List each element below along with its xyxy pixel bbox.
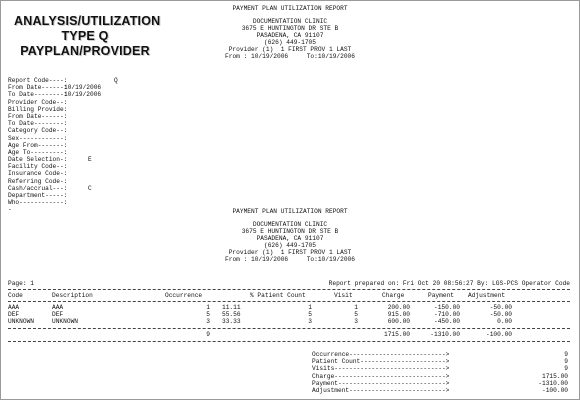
date-range: From : 10/19/2006 To:10/19/2006	[225, 256, 355, 263]
page-number: Page: 1	[8, 280, 34, 287]
summary-value: 9	[564, 365, 568, 373]
cell-occurrence: 5	[206, 311, 210, 318]
total-occurrence: 9	[206, 331, 210, 338]
total-adjustment: -100.00	[486, 331, 512, 338]
cell-patient-count: 3	[308, 318, 312, 325]
criteria-row	[8, 178, 168, 185]
criteria-row	[8, 84, 168, 91]
cell-payment: -710.00	[434, 311, 460, 318]
summary-label: Payment----------------------------->	[312, 379, 450, 387]
criteria-label: From Date------:	[8, 84, 68, 92]
criteria-label: Report Code----:	[8, 77, 68, 84]
criteria-row	[8, 185, 168, 192]
summary-value: 9	[564, 358, 568, 366]
criteria-row	[8, 170, 168, 177]
cell-description: AAA	[52, 304, 64, 311]
criteria-label: Category Code--:	[8, 127, 68, 135]
criteria-value: Q	[114, 77, 118, 84]
heading-line-2: TYPE Q	[61, 29, 109, 43]
criteria-label: From Date------:	[8, 112, 68, 120]
col-header-charge: Charge	[382, 292, 405, 299]
cell-percent: 55.56	[222, 311, 241, 318]
total-charge: 1715.00	[384, 331, 410, 338]
clinic-address-2: PASADENA, CA 91107	[256, 32, 324, 39]
report-title: PAYMENT PLAN UTILIZATION REPORT	[232, 5, 348, 12]
criteria-label: Provider Code--:	[8, 98, 68, 106]
summary-value: -100.00	[542, 387, 568, 394]
summary-label: Adjustment-------------------------->	[312, 387, 450, 394]
cell-code: AAA	[8, 304, 20, 311]
clinic-name: DOCUMENTATION CLINIC	[252, 18, 328, 25]
col-header-adjustment: Adjustment	[468, 292, 506, 299]
summary-label: Visits------------------------------>	[312, 365, 450, 373]
criteria-row	[8, 142, 168, 149]
criteria-row	[8, 156, 168, 163]
table-body	[0, 304, 580, 326]
criteria-row	[8, 163, 168, 170]
cell-code: UNKNOWN	[8, 318, 34, 325]
col-header-description: Description	[52, 292, 93, 299]
cell-description: DEF	[52, 311, 64, 318]
criteria-value: 10/19/2006	[64, 91, 102, 99]
criteria-label: Sex------------:	[8, 134, 68, 142]
criteria-label: Age From-------:	[8, 141, 68, 149]
provider-line: Provider (1) 1 FIRST PROV 1 LAST	[228, 249, 352, 256]
criteria-row	[8, 127, 168, 134]
criteria-label: To Date--------:	[8, 91, 68, 99]
criteria-label: Date Selection-:	[8, 156, 68, 164]
clinic-address-2: PASADENA, CA 91107	[256, 235, 324, 242]
criteria-row	[8, 99, 168, 106]
cell-description: UNKNOWN	[52, 318, 78, 325]
cell-adjustment: -50.00	[489, 304, 512, 311]
summary-block	[312, 351, 572, 395]
summary-label: Charge------------------------------>	[312, 372, 450, 380]
criteria-row	[8, 135, 168, 142]
summary-label: Occurrence-------------------------->	[312, 351, 450, 358]
cell-visit: 5	[354, 311, 358, 318]
criteria-label: Facility Code--:	[8, 163, 68, 171]
cell-patient-count: 5	[308, 311, 312, 318]
table-row	[0, 304, 580, 311]
cell-visit: 3	[354, 318, 358, 325]
divider	[8, 289, 570, 290]
report-title: PAYMENT PLAN UTILIZATION REPORT	[232, 208, 348, 215]
divider	[8, 341, 570, 342]
clinic-phone: (626) 449-1705	[264, 39, 316, 46]
cell-percent: 33.33	[222, 318, 241, 325]
cell-charge: 200.00	[387, 304, 410, 311]
cell-code: DEF	[8, 311, 20, 318]
clinic-address-1: 3675 E HUNTINGTON DR STE B	[241, 25, 339, 32]
cell-occurrence: 3	[206, 318, 210, 325]
criteria-value: 10/19/2006	[64, 84, 102, 92]
divider	[8, 328, 570, 329]
criteria-list	[8, 77, 168, 214]
criteria-label: To Date--------:	[8, 120, 68, 128]
divider	[8, 301, 570, 302]
summary-label: Patient Count----------------------->	[312, 358, 450, 366]
summary-value: 1715.00	[542, 372, 568, 380]
criteria-value: E	[88, 156, 92, 164]
summary-value: 9	[564, 351, 568, 358]
criteria-row	[8, 199, 168, 206]
criteria-label: Who------------:	[8, 199, 68, 207]
table-row	[0, 311, 580, 318]
criteria-row	[8, 113, 168, 120]
cell-adjustment: 0.00	[497, 318, 512, 325]
cell-percent: 11.11	[222, 304, 241, 311]
cell-payment: -150.00	[434, 304, 460, 311]
cell-charge: 600.00	[387, 318, 410, 325]
table-row	[0, 318, 580, 325]
criteria-label: Billing Provide:	[8, 105, 68, 113]
date-range: From : 10/19/2006 To:10/19/2006	[225, 53, 355, 60]
clinic-name: DOCUMENTATION CLINIC	[252, 221, 328, 228]
col-header-visit: Visit	[334, 292, 353, 299]
criteria-label: Age To---------:	[8, 148, 68, 156]
col-header-code: Code	[8, 292, 23, 299]
cell-payment: -450.00	[434, 318, 460, 325]
criteria-label: Referring Code-:	[8, 177, 68, 185]
criteria-value: C	[88, 184, 92, 192]
criteria-label: Department-----:	[8, 192, 68, 199]
prepared-line: Report prepared on: Fri Oct 20 08:56:27 By: LGS-PCS Operator Code	[328, 280, 570, 287]
cell-charge: 915.00	[387, 311, 410, 318]
clinic-address-1: 3675 E HUNTINGTON DR STE B	[241, 228, 339, 235]
criteria-row	[8, 77, 168, 84]
clinic-phone: (626) 449-1705	[264, 242, 316, 249]
criteria-row	[8, 120, 168, 127]
criteria-row	[8, 192, 168, 199]
cell-patient-count: 1	[308, 304, 312, 311]
cell-occurrence: 1	[206, 304, 210, 311]
cell-visit: 1	[354, 304, 358, 311]
heading-line-1: ANALYSIS/UTILIZATION	[14, 14, 161, 28]
summary-value: -1310.00	[538, 379, 568, 387]
criteria-row	[8, 91, 168, 98]
criteria-label: -	[8, 206, 12, 214]
heading-line-3: PAYPLAN/PROVIDER	[20, 44, 150, 58]
criteria-row	[8, 106, 168, 113]
provider-line: Provider (1) 1 FIRST PROV 1 LAST	[228, 46, 352, 53]
criteria-label: Cash/accrual---:	[8, 184, 68, 192]
criteria-row	[8, 149, 168, 156]
criteria-label: Insurance Code-:	[8, 170, 68, 178]
col-header-occurrence: Occurrence	[165, 292, 203, 299]
cell-adjustment: -50.00	[489, 311, 512, 318]
col-header-payment: Payment	[428, 292, 454, 299]
criteria-row	[8, 206, 168, 213]
total-payment: -1310.00	[430, 331, 460, 338]
col-header-patient-count: % Patient Count	[250, 292, 306, 299]
